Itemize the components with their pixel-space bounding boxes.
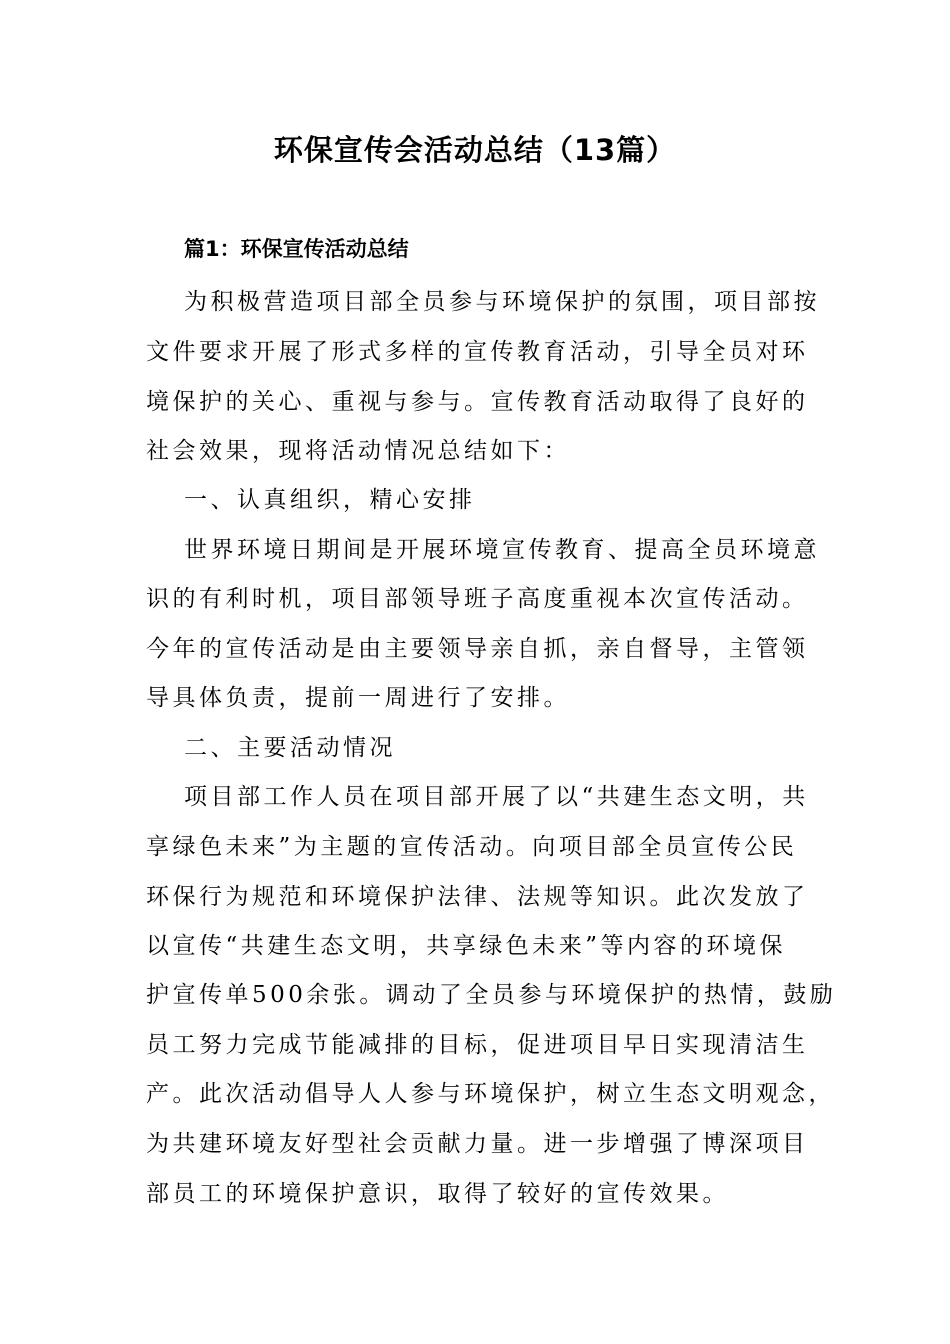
- paragraph-line: 导具体负责，提前一周进行了安排。: [146, 685, 570, 711]
- paragraph-line: 社会效果，现将活动情况总结如下：: [146, 438, 570, 464]
- paragraph-line: 环保行为规范和环境保护法律、法规等知识。此次发放了: [146, 884, 809, 910]
- paragraph-line: 今年的宣传活动是由主要领导亲自抓，亲自督导，主管领: [146, 636, 809, 662]
- document-title: 环保宣传会活动总结（13篇）: [273, 133, 677, 167]
- paragraph-line: 世界环境日期间是开展环境宣传教育、提高全员环境意: [184, 537, 820, 563]
- paragraph-line: 识的有利时机，项目部领导班子高度重视本次宣传活动。: [146, 586, 809, 612]
- subheading-line: 二、主要活动情况: [184, 735, 396, 761]
- paragraph-line: 员工努力完成节能减排的目标，促进项目早日实现清洁生: [146, 1032, 809, 1058]
- paragraph-line: 项目部工作人员在项目部开展了以“共建生态文明，共: [184, 784, 809, 810]
- subheading-line: 一、认真组织，精心安排: [184, 487, 476, 513]
- paragraph-line: 以宣传“共建生态文明，共享绿色未来”等内容的环境保: [146, 933, 787, 959]
- paragraph-line: 护宣传单500余张。调动了全员参与环境保护的热情，鼓励: [146, 982, 837, 1008]
- paragraph-line: 文件要求开展了形式多样的宣传教育活动，引导全员对环: [146, 339, 809, 365]
- section-heading: 篇1：环保宣传活动总结: [184, 237, 409, 261]
- paragraph-line: 产。此次活动倡导人人参与环境保护，树立生态文明观念，: [146, 1081, 835, 1107]
- paragraph-line: 为共建环境友好型社会贡献力量。进一步增强了博深项目: [146, 1131, 809, 1157]
- paragraph-line: 为积极营造项目部全员参与环境保护的氛围，项目部按: [184, 289, 820, 315]
- paragraph-line: 享绿色未来”为主题的宣传活动。向项目部全员宣传公民: [146, 834, 798, 860]
- paragraph-line: 部员工的环境保护意识，取得了较好的宣传效果。: [146, 1181, 729, 1207]
- paragraph-line: 境保护的关心、重视与参与。宣传教育活动取得了良好的: [146, 389, 809, 415]
